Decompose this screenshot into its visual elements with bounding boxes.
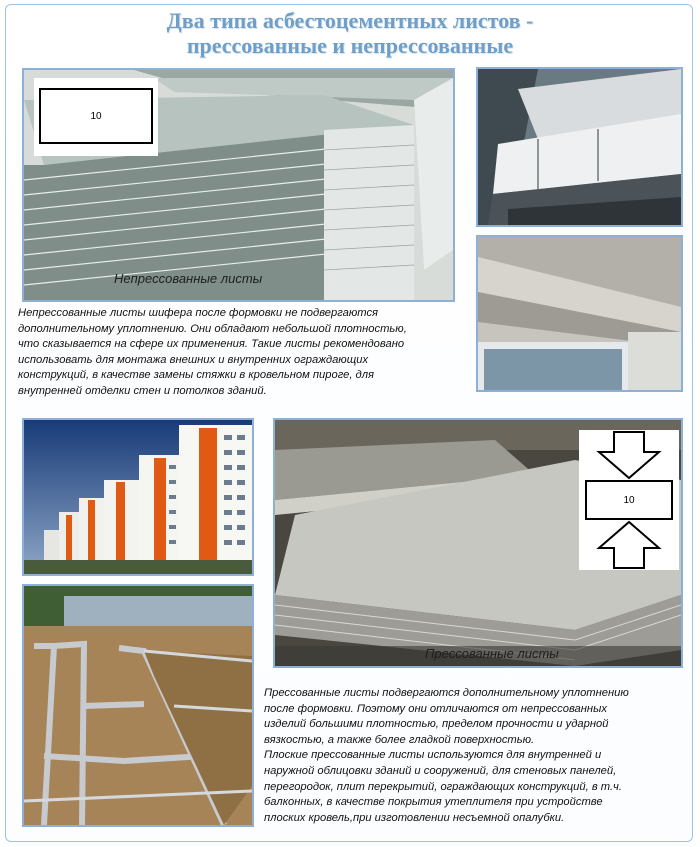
balcony-illustration bbox=[478, 69, 681, 225]
text-line: балконных, в качестве покрытия утеплителя при устройстве bbox=[264, 796, 603, 809]
text-line: плоских кровель,при изготовлении несъемной опалубки. bbox=[264, 811, 565, 824]
buildings-illustration bbox=[24, 420, 252, 574]
unpressed-sheets-photo bbox=[22, 68, 455, 302]
compressed-sheet-label: 10 bbox=[623, 494, 635, 506]
text-line: дополнительному уплотнению. Они обладают небольшой плотностью, bbox=[18, 322, 407, 335]
balcony-photo bbox=[476, 67, 683, 227]
text-line: после формовки. Поэтому они отличаются от непрессованных bbox=[264, 702, 607, 715]
title-line-1: Два типа асбестоцементных листов - bbox=[166, 8, 534, 33]
pressed-sheets-photo bbox=[273, 418, 683, 668]
text-line: Непрессованные листы шифера после формовки не подвергаются bbox=[18, 307, 379, 319]
ceiling-photo bbox=[476, 235, 683, 392]
formwork-illustration bbox=[24, 586, 252, 825]
text-line: Плоские прессованные листы используются для внутренней и bbox=[264, 749, 602, 762]
text-line: перегородок, плит перекрытий, ограждающих конструкций, в т.ч. bbox=[264, 780, 622, 793]
text-line: вязкостью, а также более гладкой поверхностью. bbox=[264, 733, 535, 746]
pressed-caption: Прессованные листы bbox=[425, 646, 559, 661]
ceiling-illustration bbox=[478, 237, 681, 390]
text-line: внутренней отделки стен и потолков зданий. bbox=[18, 384, 267, 397]
unpressed-caption: Непрессованные листы bbox=[114, 271, 263, 286]
sheet-box bbox=[39, 88, 153, 144]
arrow-down-icon bbox=[599, 432, 659, 478]
text-line: Прессованные листы подвергаются дополнительному уплотнению bbox=[264, 687, 629, 699]
pressed-description bbox=[264, 686, 694, 826]
formwork-photo bbox=[22, 584, 254, 827]
unpressed-description bbox=[18, 306, 468, 400]
text-line: изделий большими плотностью, пределом прочности и ударной bbox=[264, 718, 609, 731]
buildings-photo bbox=[22, 418, 254, 576]
text-line: что сказывается на сфере их применения. Такие листы рекомендовано bbox=[18, 338, 405, 351]
compressed-sheet-box bbox=[585, 480, 673, 520]
page-title bbox=[0, 8, 700, 58]
title-line-2: прессованные и непрессованные bbox=[186, 33, 514, 58]
arrow-up-icon bbox=[599, 522, 659, 568]
text-line: наружной облицовки зданий и сооружений, для стеновых панелей, bbox=[264, 764, 617, 777]
sheet-thickness-label: 10 bbox=[90, 110, 102, 122]
pressed-diagram bbox=[579, 430, 679, 570]
text-line: конструкций, в качестве замены стяжки в кровельном пироге, для bbox=[18, 369, 375, 382]
unpressed-diagram bbox=[34, 78, 158, 156]
text-line: использовать для монтажа внешних и внутренних ограждающих bbox=[18, 353, 369, 366]
